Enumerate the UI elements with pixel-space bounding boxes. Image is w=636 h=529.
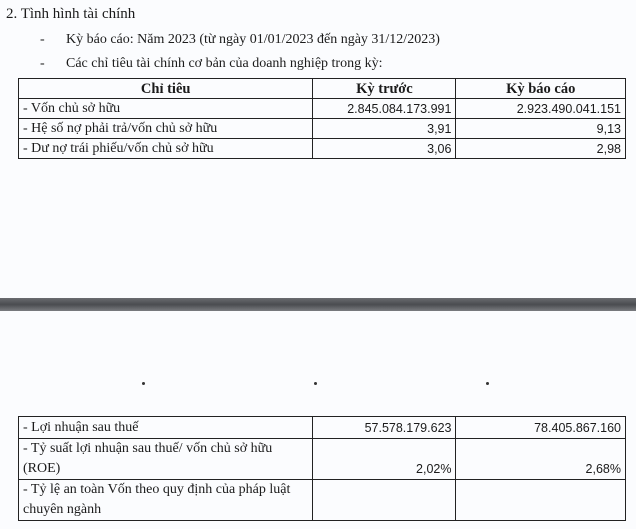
table-row <box>19 139 626 159</box>
previous-value <box>313 480 456 521</box>
table-header-row <box>19 79 626 99</box>
row-label: - Lợi nhuận sau thuế <box>19 417 313 439</box>
previous-value: 3,91 <box>313 119 456 139</box>
table-row <box>19 119 626 139</box>
previous-value: 3,06 <box>313 139 456 159</box>
table-row <box>19 99 626 119</box>
header-previous-period: Kỳ trước <box>313 79 456 99</box>
row-label: - Tỷ suất lợi nhuận sau thuế/ vốn chủ sở hữu (ROE) <box>19 439 313 480</box>
financial-table-bottom <box>18 416 626 521</box>
previous-value: 2,02% <box>313 439 456 480</box>
header-indicator: Chỉ tiêu <box>19 79 313 99</box>
header-reporting-period: Kỳ báo cáo <box>456 79 626 99</box>
bullet-reporting-period <box>40 32 440 48</box>
reporting-value: 2.923.490.041.151 <box>456 99 626 119</box>
bullet-dash: - <box>40 32 45 47</box>
bullet-text: Các chỉ tiêu tài chính cơ bản của doanh nghiệp trong kỳ: <box>66 56 383 71</box>
table-row <box>19 439 626 480</box>
section-title: 2. Tình hình tài chính <box>6 6 136 22</box>
row-label: - Vốn chủ sở hữu <box>19 99 313 119</box>
row-label: - Tỷ lệ an toàn Vốn theo quy định của pháp luật chuyên ngành <box>19 480 313 521</box>
reporting-value <box>456 480 626 521</box>
scan-speck <box>486 382 489 385</box>
table-row <box>19 417 626 439</box>
previous-value: 2.845.084.173.991 <box>313 99 456 119</box>
bullet-text: Kỳ báo cáo: Năm 2023 (từ ngày 01/01/2023 đến ngày 31/12/2023) <box>66 32 440 47</box>
table-row <box>19 480 626 521</box>
previous-value: 57.578.179.623 <box>313 417 456 439</box>
page-separator <box>0 298 636 311</box>
reporting-value: 2,68% <box>456 439 626 480</box>
reporting-value: 9,13 <box>456 119 626 139</box>
bullet-indicators <box>40 56 382 72</box>
row-label: - Dư nợ trái phiếu/vốn chủ sở hữu <box>19 139 313 159</box>
reporting-value: 78.405.867.160 <box>456 417 626 439</box>
reporting-value: 2,98 <box>456 139 626 159</box>
scan-speck <box>314 382 317 385</box>
scan-speck <box>142 382 145 385</box>
financial-table-top <box>18 78 626 159</box>
bullet-dash: - <box>40 56 45 71</box>
row-label: - Hệ số nợ phải trả/vốn chủ sở hữu <box>19 119 313 139</box>
